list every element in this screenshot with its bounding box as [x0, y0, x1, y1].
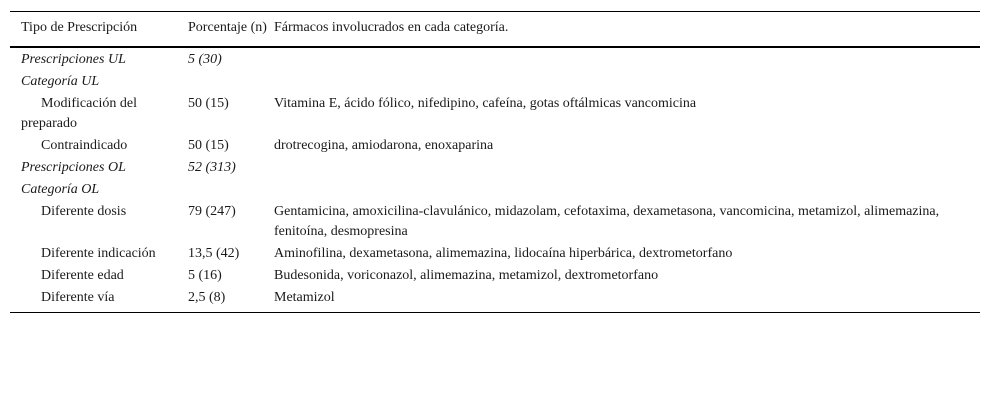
row-drugs: Vitamina E, ácido fólico, nifedipino, cafeína, gotas oftálmicas vancomicina [274, 96, 697, 111]
table-row [10, 264, 980, 286]
row-label: Diferente indicación [41, 246, 156, 261]
row-label: Modificación del preparado [21, 96, 138, 131]
row-drugs: drotrecogina, amiodarona, enoxaparina [274, 138, 494, 153]
table-row [10, 156, 980, 178]
table-row [10, 286, 980, 313]
row-drugs [274, 178, 980, 200]
row-label: Diferente dosis [41, 204, 127, 219]
row-percentage: 50 (15) [188, 138, 229, 153]
header-prescription-type: Tipo de Prescripción [21, 20, 138, 35]
row-label: Categoría UL [21, 74, 100, 89]
row-label: Prescripciones OL [21, 160, 126, 175]
table-row [10, 178, 980, 200]
row-drugs: Aminofilina, dexametasona, alimemazina, lidocaína hiperbárica, dextrometorfano [274, 246, 733, 261]
row-drugs: Budesonida, voriconazol, alimemazina, metamizol, dextrometorfano [274, 268, 659, 283]
table-row [10, 70, 980, 92]
row-percentage: 5 (16) [188, 268, 222, 283]
row-percentage [188, 70, 274, 92]
row-label: Contraindicado [41, 138, 128, 153]
row-drugs: Gentamicina, amoxicilina-clavulánico, midazolam, cefotaxima, dexametasona, vancomicina, metamizol, alimemazina, fenitoína, desmopresina [274, 204, 940, 239]
header-percentage: Porcentaje (n) [188, 20, 267, 35]
row-drugs [274, 47, 980, 70]
header-row [10, 12, 980, 48]
row-label: Diferente vía [41, 290, 115, 305]
table-row [10, 242, 980, 264]
row-percentage: 79 (247) [188, 204, 236, 219]
row-label: Categoría OL [21, 182, 100, 197]
row-percentage: 5 (30) [188, 52, 222, 67]
table-row [10, 92, 980, 134]
row-drugs: Metamizol [274, 290, 335, 305]
table-row [10, 134, 980, 156]
row-percentage: 52 (313) [188, 160, 236, 175]
row-drugs [274, 156, 980, 178]
row-percentage: 50 (15) [188, 96, 229, 111]
table-row [10, 47, 980, 70]
row-label: Diferente edad [41, 268, 124, 283]
table-row [10, 200, 980, 242]
prescription-table-container [10, 11, 980, 313]
header-drugs: Fármacos involucrados en cada categoría. [274, 20, 509, 35]
row-drugs [274, 70, 980, 92]
row-percentage [188, 178, 274, 200]
row-percentage: 13,5 (42) [188, 246, 240, 261]
row-percentage: 2,5 (8) [188, 290, 226, 305]
row-label: Prescripciones UL [21, 52, 126, 67]
prescription-table [10, 11, 980, 313]
